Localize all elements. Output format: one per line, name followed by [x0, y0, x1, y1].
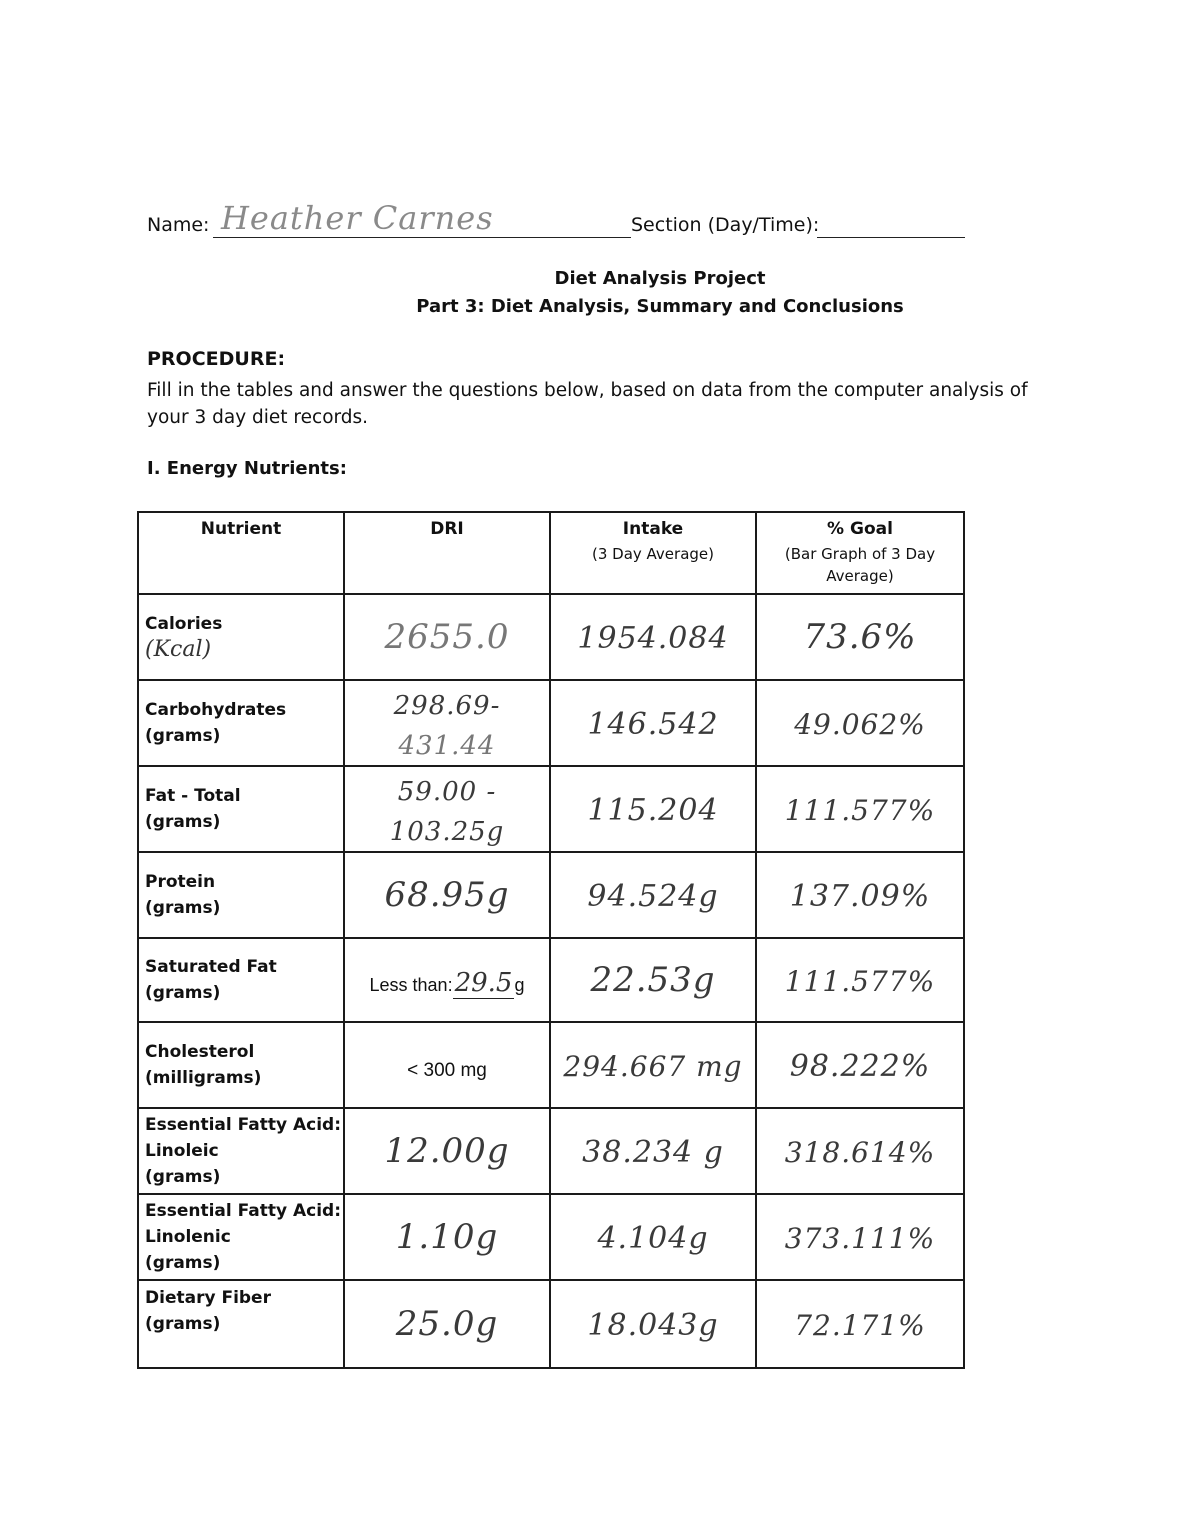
goal-cell[interactable] [756, 1022, 964, 1108]
intake-cell[interactable] [550, 938, 756, 1022]
goal-value: 49.062% [794, 708, 926, 741]
row-label-text: Saturated Fat [145, 957, 277, 977]
header-intake [550, 512, 756, 594]
row-label [138, 1280, 344, 1368]
row-label [138, 766, 344, 852]
section-field[interactable] [817, 201, 965, 238]
row-label-text: Fat - Total [145, 786, 241, 806]
dri-cell[interactable] [344, 594, 550, 680]
intake-value: 115.204 [587, 793, 719, 828]
row-label-text: Carbohydrates [145, 700, 287, 720]
dri-value: 25.0g [395, 1304, 499, 1344]
goal-cell[interactable] [756, 680, 964, 766]
energy-nutrients-table [137, 511, 965, 1369]
intake-value: 294.667 mg [563, 1050, 743, 1083]
row-label-text: Cholesterol [145, 1042, 255, 1062]
page-title: Diet Analysis Project [554, 268, 766, 289]
dri-value-2: 431.44 [398, 731, 496, 761]
dri-cell[interactable] [344, 1280, 550, 1368]
dri-cell[interactable] [344, 852, 550, 938]
intake-cell[interactable] [550, 766, 756, 852]
row-label-text: Dietary Fiber [145, 1288, 271, 1308]
goal-value: 318.614% [784, 1136, 936, 1169]
dri-value: 12.00g [384, 1131, 510, 1171]
row-label-unit: (grams) [145, 1253, 221, 1273]
dri-prefix: Less than: [369, 975, 453, 995]
dri-value: 68.95g [384, 875, 510, 915]
row-label-text: Protein [145, 872, 216, 892]
goal-value: 111.577% [784, 794, 936, 827]
table-header-row [138, 512, 964, 594]
goal-value: 137.09% [789, 879, 931, 914]
table-row [138, 1194, 964, 1280]
header-goal [756, 512, 964, 594]
goal-value: 98.222% [789, 1049, 931, 1084]
intake-value: 38.234 g [582, 1135, 724, 1170]
goal-value: 111.577% [784, 965, 936, 998]
row-label [138, 594, 344, 680]
row-label-name: Linolenic [145, 1227, 231, 1247]
intake-value: 94.524g [587, 879, 719, 914]
dri-value: 1.10g [395, 1217, 499, 1257]
goal-value: 72.171% [794, 1309, 926, 1342]
row-label [138, 1108, 344, 1194]
table-row [138, 852, 964, 938]
section-heading: I. Energy Nutrients: [147, 458, 347, 479]
row-label-text: Calories [145, 614, 223, 634]
header-intake-sub: (3 Day Average) [592, 545, 714, 563]
row-label-text: Essential Fatty Acid: [145, 1115, 342, 1135]
intake-value: 146.542 [587, 707, 719, 742]
goal-value: 373.111% [784, 1222, 936, 1255]
intake-cell[interactable] [550, 1108, 756, 1194]
table-row [138, 1108, 964, 1194]
header-dri: DRI [344, 512, 550, 594]
intake-cell[interactable] [550, 1280, 756, 1368]
row-label [138, 1194, 344, 1280]
goal-value: 73.6% [803, 617, 917, 657]
row-label-unit: (grams) [145, 1167, 221, 1187]
intake-value: 22.53g [590, 960, 716, 1000]
dri-cell[interactable] [344, 938, 550, 1022]
table-row [138, 594, 964, 680]
dri-value: 2655.0 [384, 617, 510, 657]
dri-cell[interactable] [344, 680, 550, 766]
row-label-unit: (milligrams) [145, 1068, 262, 1088]
row-label-unit: (grams) [145, 1314, 221, 1334]
dri-cell[interactable] [344, 1194, 550, 1280]
goal-cell[interactable] [756, 766, 964, 852]
header-intake-label: Intake [622, 519, 684, 539]
section-label: Section (Day/Time): [631, 214, 820, 236]
header-goal-sub: (Bar Graph of 3 Day Average) [784, 545, 936, 585]
goal-cell[interactable] [756, 938, 964, 1022]
table-row [138, 938, 964, 1022]
intake-cell[interactable] [550, 594, 756, 680]
intake-value: 4.104g [597, 1221, 709, 1256]
goal-cell[interactable] [756, 1108, 964, 1194]
page-subtitle: Part 3: Diet Analysis, Summary and Conclusions [416, 296, 904, 317]
row-label-unit: (grams) [145, 898, 221, 918]
dri-cell[interactable] [344, 1022, 550, 1108]
goal-cell[interactable] [756, 852, 964, 938]
row-label-text: Essential Fatty Acid: [145, 1201, 342, 1221]
name-field[interactable] [213, 201, 631, 238]
intake-cell[interactable] [550, 1194, 756, 1280]
intake-cell[interactable] [550, 852, 756, 938]
row-label-unit: (grams) [145, 812, 221, 832]
name-value: Heather Carnes [221, 199, 494, 237]
row-label [138, 938, 344, 1022]
intake-cell[interactable] [550, 1022, 756, 1108]
dri-value-2: 103.25g [389, 817, 505, 847]
row-label [138, 1022, 344, 1108]
goal-cell[interactable] [756, 1194, 964, 1280]
dri-value: 59.00 - [397, 777, 497, 807]
goal-cell[interactable] [756, 594, 964, 680]
intake-value: 1954.084 [577, 621, 729, 656]
row-label-name: Linoleic [145, 1141, 219, 1161]
dri-unit: g [514, 975, 525, 995]
goal-cell[interactable] [756, 1280, 964, 1368]
row-label [138, 680, 344, 766]
dri-value: 29.5 [454, 968, 513, 998]
row-label [138, 852, 344, 938]
row-label-note: (Kcal) [145, 637, 212, 662]
table-row [138, 1280, 964, 1368]
table-row [138, 680, 964, 766]
procedure-heading: PROCEDURE: [147, 348, 286, 370]
name-label: Name: [147, 214, 210, 236]
table-row [138, 1022, 964, 1108]
dri-value: < 300 mg [407, 1060, 487, 1081]
dri-cell[interactable] [344, 1108, 550, 1194]
row-label-unit: (grams) [145, 726, 221, 746]
row-label-unit: (grams) [145, 983, 221, 1003]
procedure-text: Fill in the tables and answer the questions below, based on data from the computer analysis of your 3 day diet records. [147, 380, 1028, 428]
name-section-line [147, 198, 977, 242]
header-goal-label: % Goal [827, 519, 893, 539]
intake-cell[interactable] [550, 680, 756, 766]
dri-value: 298.69- [393, 691, 501, 721]
table-row [138, 766, 964, 852]
header-nutrient: Nutrient [138, 512, 344, 594]
intake-value: 18.043g [587, 1308, 719, 1343]
dri-cell[interactable] [344, 766, 550, 852]
